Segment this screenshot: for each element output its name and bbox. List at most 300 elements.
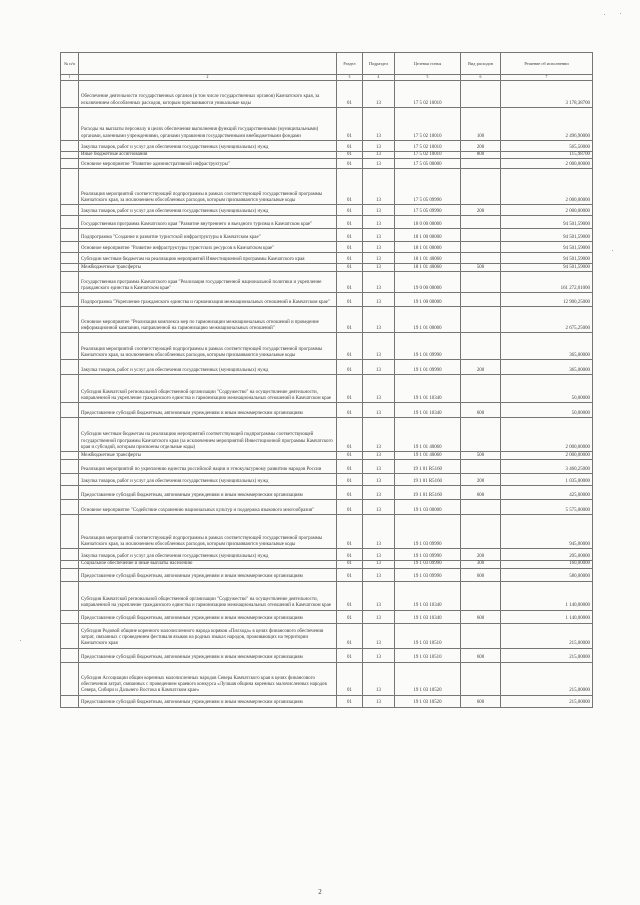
row-number [61, 205, 79, 216]
row-section: 01 [337, 152, 363, 159]
row-number [61, 460, 79, 474]
row-subsection: 13 [363, 253, 395, 264]
row-section: 01 [337, 205, 363, 216]
table-row [61, 695, 593, 707]
row-expense-type [461, 500, 501, 515]
row-name: Основное мероприятие "Развитие инфраструктуры туристских ресурсов в Камчатском крае" [79, 242, 337, 253]
row-number [61, 581, 79, 610]
row-subsection: 13 [363, 581, 395, 610]
table-row [61, 500, 593, 515]
row-section: 01 [337, 81, 363, 108]
row-amount: 215,00000 [501, 695, 593, 707]
row-section: 01 [337, 460, 363, 474]
row-target-article: 19 1 00 00000 [395, 293, 461, 307]
row-number [61, 169, 79, 205]
row-expense-type [461, 169, 501, 205]
row-target-article: 19 1 01 09990 [395, 333, 461, 360]
row-expense-type [461, 307, 501, 333]
header-name [79, 53, 337, 75]
row-section: 01 [337, 272, 363, 293]
row-subsection: 13 [363, 229, 395, 242]
row-section: 01 [337, 561, 363, 568]
row-amount: 3 178,38700 [501, 81, 593, 108]
row-amount: 12 900,25000 [501, 293, 593, 307]
row-number [61, 695, 79, 707]
row-section: 01 [337, 375, 363, 403]
row-expense-type [461, 229, 501, 242]
table-row [61, 648, 593, 662]
row-subsection: 13 [363, 264, 395, 272]
row-name: Реализация мероприятий по укреплению единства российской нации и этнокультурному развитию народов России [79, 460, 337, 474]
row-number [61, 229, 79, 242]
row-amount: 2 000,00000 [501, 418, 593, 452]
row-target-article: 19 1 01 R5160 [395, 460, 461, 474]
row-target-article: 19 1 03 10520 [395, 662, 461, 695]
row-target-article: 19 1 03 09990 [395, 549, 461, 561]
row-number [61, 307, 79, 333]
row-expense-type [461, 375, 501, 403]
row-amount: 565,50000 [501, 141, 593, 152]
row-number [61, 272, 79, 293]
row-expense-type: 200 [461, 549, 501, 561]
scan-speck [612, 250, 613, 251]
row-name: Субсидия Ассоциации общин коренных малочисленных народов Севера Камчатского края в целях финансового обеспечения затрат, связанных с проведением краевого конкурса «Лучшая община коренных малочисленных народов Севера, Сибири и Дальнего Востока в Камчатском крае» [79, 662, 337, 695]
row-subsection: 13 [363, 242, 395, 253]
row-number [61, 333, 79, 360]
row-name: Предоставление субсидий бюджетным, автономным учреждениям и иным некоммерческим организациям [79, 486, 337, 500]
row-amount: 425,00000 [501, 486, 593, 500]
row-amount: 215,00000 [501, 662, 593, 695]
row-number [61, 515, 79, 549]
row-amount: 1 140,00000 [501, 610, 593, 623]
row-amount: 50,00000 [501, 403, 593, 418]
row-name: Субсидия Камчатской региональной общественной организации "Содружество" на осуществление деятельности, направленной на укрепление гражданского единства и гармонизацию межнациональных отношений в Камчатском крае [79, 375, 337, 403]
table-row [61, 474, 593, 486]
row-section: 01 [337, 568, 363, 581]
table-row [61, 272, 593, 293]
row-section: 01 [337, 333, 363, 360]
header-section: Раздел [337, 53, 363, 75]
table-row [61, 568, 593, 581]
row-name: Предоставление субсидий бюджетным, автономным учреждениям и иным некоммерческим организациям [79, 403, 337, 418]
row-number [61, 662, 79, 695]
row-target-article: 19 1 01 40060 [395, 452, 461, 460]
header-amount: Решение об исполнении [501, 53, 593, 75]
row-number [61, 360, 79, 375]
row-target-article: 19 1 03 10510 [395, 648, 461, 662]
column-number: 1 [61, 75, 79, 81]
row-target-article: 19 1 03 09990 [395, 515, 461, 549]
row-section: 01 [337, 695, 363, 707]
row-target-article: 19 1 01 R5160 [395, 474, 461, 486]
row-subsection: 13 [363, 648, 395, 662]
row-section: 01 [337, 515, 363, 549]
row-number [61, 561, 79, 568]
row-subsection: 13 [363, 568, 395, 581]
row-number [61, 375, 79, 403]
header-subsection: Подраздел [363, 53, 395, 75]
row-amount: 50,00000 [501, 375, 593, 403]
row-amount: 2 000,00000 [501, 205, 593, 216]
row-subsection: 13 [363, 293, 395, 307]
row-name: Субсидии местным бюджетам на реализацию мероприятий соответствующей подпрограммы соответствующей государственной программы Камчатского края (за исключением мероприятий Инвестиционной программы Камчатского края и субсидий, которым присвоены отдельные коды) [79, 418, 337, 452]
row-number [61, 108, 79, 141]
row-amount: 580,00000 [501, 568, 593, 581]
row-expense-type [461, 159, 501, 169]
row-target-article: 17 5 05 09990 [395, 205, 461, 216]
row-expense-type [461, 253, 501, 264]
table-row [61, 216, 593, 229]
row-subsection: 13 [363, 152, 395, 159]
table-row [61, 81, 593, 108]
row-number [61, 293, 79, 307]
row-subsection: 13 [363, 549, 395, 561]
row-amount: 2 000,00000 [501, 169, 593, 205]
row-expense-type: 600 [461, 568, 501, 581]
row-amount: 2 000,00000 [501, 452, 593, 460]
scan-speck [620, 13, 621, 14]
row-name: Предоставление субсидий бюджетным, автономным учреждениям и иным некоммерческим организациям [79, 695, 337, 707]
row-name: Расходы на выплаты персоналу в целях обеспечения выполнения функций государственными (муниципальными) органами, казенными учреждениями, органами управления государственными внебюджетными фондами [79, 108, 337, 141]
row-expense-type: 200 [461, 205, 501, 216]
row-expense-type [461, 418, 501, 452]
row-target-article: 18 1 01 40060 [395, 253, 461, 264]
table-row [61, 460, 593, 474]
row-number [61, 152, 79, 159]
row-number [61, 568, 79, 581]
column-number: 3 [337, 75, 363, 81]
row-number [61, 264, 79, 272]
row-number [61, 141, 79, 152]
row-amount: 5 575,00000 [501, 500, 593, 515]
row-name: Основное мероприятие "Содействие сохранению национальных культур и поддержка языкового многообразия" [79, 500, 337, 515]
row-target-article: 19 1 01 40060 [395, 418, 461, 452]
row-target-article: 18 1 00 00000 [395, 229, 461, 242]
table-row [61, 264, 593, 272]
row-section: 01 [337, 403, 363, 418]
row-number [61, 500, 79, 515]
row-subsection: 13 [363, 515, 395, 549]
row-section: 01 [337, 159, 363, 169]
table-row [61, 253, 593, 264]
row-target-article: 19 0 00 00000 [395, 272, 461, 293]
row-section: 01 [337, 264, 363, 272]
row-expense-type [461, 333, 501, 360]
row-target-article: 18 1 01 40060 [395, 264, 461, 272]
row-name: Реализация мероприятий соответствующей подпрограммы в рамках соответствующей государственной программы Камчатского края, за исключением обособленных расходов, которым присваиваются уникальные коды [79, 333, 337, 360]
row-subsection: 13 [363, 418, 395, 452]
row-amount: 215,00000 [501, 648, 593, 662]
row-target-article: 17 5 02 10010 [395, 141, 461, 152]
table-row [61, 662, 593, 695]
row-expense-type: 100 [461, 108, 501, 141]
row-number [61, 242, 79, 253]
table-row [61, 375, 593, 403]
budget-table [60, 52, 593, 708]
table-row [61, 623, 593, 648]
table-header-row [61, 53, 593, 75]
row-expense-type [461, 581, 501, 610]
row-name: Основное мероприятие "Развитие административной инфраструктуры" [79, 159, 337, 169]
row-target-article: 19 1 03 09990 [395, 561, 461, 568]
row-name: Государственная программа Камчатского края "Развитие внутреннего и въездного туризма в Камчатском крае" [79, 216, 337, 229]
row-expense-type: 200 [461, 141, 501, 152]
row-subsection: 13 [363, 169, 395, 205]
row-target-article: 19 1 01 10340 [395, 375, 461, 403]
row-name: Субсидия Родовой общине коренного малочисленного народа коряков «Пилхода» в целях финансового обеспечения затрат, связанных с проведением фестиваля языков на родных языках народов, проживающих на территории Камчатского края [79, 623, 337, 648]
row-section: 01 [337, 229, 363, 242]
row-expense-type [461, 662, 501, 695]
row-name: Основное мероприятие "Реализация комплекса мер по гармонизации межнациональных отношений и проведение информационной кампании, направленной на гармонизацию межнациональных отношений" [79, 307, 337, 333]
table-row [61, 561, 593, 568]
row-section: 01 [337, 452, 363, 460]
scan-speck [604, 14, 605, 15]
table-row [61, 515, 593, 549]
row-amount: 161 272,01000 [501, 272, 593, 293]
row-amount: 2 496,90000 [501, 108, 593, 141]
row-name: Межбюджетные трансферты [79, 264, 337, 272]
row-name: Реализация мероприятий соответствующей подпрограммы в рамках соответствующей государственной программы Камчатского края, за исключением обособленных расходов, которым присваиваются уникальные коды [79, 515, 337, 549]
row-expense-type: 600 [461, 695, 501, 707]
row-name: Социальное обеспечение и иные выплаты населению [79, 561, 337, 568]
row-amount: 1 140,00000 [501, 581, 593, 610]
scan-speck [20, 640, 21, 641]
row-section: 01 [337, 108, 363, 141]
row-amount: 1 035,00000 [501, 474, 593, 486]
table-row [61, 549, 593, 561]
row-section: 01 [337, 549, 363, 561]
table-row [61, 169, 593, 205]
table-row [61, 486, 593, 500]
table-row [61, 293, 593, 307]
row-target-article: 19 1 03 10510 [395, 623, 461, 648]
row-number [61, 623, 79, 648]
row-subsection: 13 [363, 159, 395, 169]
row-section: 01 [337, 169, 363, 205]
row-amount: 365,00000 [501, 333, 593, 360]
row-number [61, 418, 79, 452]
row-amount: 2 675,25000 [501, 307, 593, 333]
table-row [61, 159, 593, 169]
row-name: Реализация мероприятий соответствующей подпрограммы в рамках соответствующей государственной программы Камчатского края, за исключением обособленных расходов, которым присваиваются уникальные коды [79, 169, 337, 205]
row-number [61, 253, 79, 264]
row-subsection: 13 [363, 307, 395, 333]
row-name: Субсидии местным бюджетам на реализацию мероприятий Инвестиционной программы Камчатского края [79, 253, 337, 264]
row-subsection: 13 [363, 375, 395, 403]
row-section: 01 [337, 581, 363, 610]
row-expense-type [461, 460, 501, 474]
row-target-article: 17 5 05 00000 [395, 159, 461, 169]
row-number [61, 474, 79, 486]
header-target-article: Целевая статья [395, 53, 461, 75]
row-expense-type [461, 515, 501, 549]
table-row [61, 360, 593, 375]
row-subsection: 13 [363, 81, 395, 108]
row-number [61, 648, 79, 662]
row-expense-type: 500 [461, 452, 501, 460]
row-section: 01 [337, 216, 363, 229]
row-target-article: 19 1 03 09990 [395, 568, 461, 581]
row-number [61, 216, 79, 229]
column-number: 5 [395, 75, 461, 81]
row-name: Закупка товаров, работ и услуг для обеспечения государственных (муниципальных) нужд [79, 360, 337, 375]
row-amount: 3 460,25000 [501, 460, 593, 474]
row-target-article: 19 1 01 09990 [395, 360, 461, 375]
page-number: 2 [318, 888, 322, 896]
column-number: 6 [461, 75, 501, 81]
row-section: 01 [337, 242, 363, 253]
row-target-article: 19 1 03 10340 [395, 581, 461, 610]
row-section: 01 [337, 474, 363, 486]
row-name: Государственная программа Камчатского края "Реализация государственной национальной политики и укрепление гражданского единства в Камчатском крае" [79, 272, 337, 293]
table-row [61, 205, 593, 216]
table-row [61, 242, 593, 253]
row-amount: 94 501,59000 [501, 253, 593, 264]
row-target-article: 19 1 03 10340 [395, 610, 461, 623]
row-target-article: 19 1 01 00000 [395, 307, 461, 333]
row-target-article: 17 5 05 09990 [395, 169, 461, 205]
row-expense-type [461, 81, 501, 108]
row-target-article: 17 5 02 10010 [395, 108, 461, 141]
row-name: Подпрограмма "Укрепление гражданского единства и гармонизация межнациональных отношений в Камчатском крае" [79, 293, 337, 307]
row-amount: 94 501,59000 [501, 229, 593, 242]
row-section: 01 [337, 418, 363, 452]
row-number [61, 452, 79, 460]
row-subsection: 13 [363, 500, 395, 515]
row-amount: 94 501,59000 [501, 216, 593, 229]
row-amount: 215,00000 [501, 623, 593, 648]
row-subsection: 13 [363, 205, 395, 216]
row-subsection: 13 [363, 216, 395, 229]
row-amount: 365,00000 [501, 360, 593, 375]
table-row [61, 452, 593, 460]
row-target-article: 19 1 03 10520 [395, 695, 461, 707]
row-subsection: 13 [363, 486, 395, 500]
row-section: 01 [337, 500, 363, 515]
table-row [61, 141, 593, 152]
row-target-article: 18 1 01 00000 [395, 242, 461, 253]
row-expense-type: 800 [461, 152, 501, 159]
row-name: Иные бюджетные ассигнования [79, 152, 337, 159]
row-name: Межбюджетные трансферты [79, 452, 337, 460]
row-section: 01 [337, 486, 363, 500]
row-amount: 205,00000 [501, 549, 593, 561]
row-subsection: 13 [363, 452, 395, 460]
row-amount: 2 000,00000 [501, 159, 593, 169]
row-target-article: 18 0 00 00000 [395, 216, 461, 229]
row-subsection: 13 [363, 695, 395, 707]
header-expense-type: Вид расходов [461, 53, 501, 75]
row-subsection: 13 [363, 474, 395, 486]
row-subsection: 13 [363, 561, 395, 568]
row-section: 01 [337, 610, 363, 623]
row-expense-type: 200 [461, 474, 501, 486]
row-expense-type: 600 [461, 648, 501, 662]
column-number: 4 [363, 75, 395, 81]
row-subsection: 13 [363, 403, 395, 418]
table-row [61, 307, 593, 333]
row-name: Закупка товаров, работ и услуг для обеспечения государственных (муниципальных) нужд [79, 141, 337, 152]
header-number: № п/п [61, 53, 79, 75]
row-section: 01 [337, 141, 363, 152]
row-name: Подпрограмма "Создание и развитие туристской инфраструктуры в Камчатском крае" [79, 229, 337, 242]
row-target-article: 19 1 01 R5160 [395, 486, 461, 500]
row-subsection: 13 [363, 141, 395, 152]
row-subsection: 13 [363, 623, 395, 648]
table-row [61, 403, 593, 418]
row-subsection: 13 [363, 460, 395, 474]
row-expense-type: 500 [461, 264, 501, 272]
row-amount: 94 501,59000 [501, 264, 593, 272]
row-expense-type [461, 293, 501, 307]
row-subsection: 13 [363, 108, 395, 141]
row-target-article: 17 5 02 10010 [395, 81, 461, 108]
row-amount: 94 501,59000 [501, 242, 593, 253]
row-expense-type: 300 [461, 561, 501, 568]
row-expense-type [461, 272, 501, 293]
row-section: 01 [337, 360, 363, 375]
table-row [61, 152, 593, 159]
row-section: 01 [337, 293, 363, 307]
row-expense-type [461, 216, 501, 229]
row-expense-type: 600 [461, 486, 501, 500]
column-number: 7 [501, 75, 593, 81]
row-section: 01 [337, 253, 363, 264]
row-expense-type: 600 [461, 610, 501, 623]
row-expense-type: 600 [461, 403, 501, 418]
row-number [61, 486, 79, 500]
row-number [61, 159, 79, 169]
table-row [61, 581, 593, 610]
row-number [61, 81, 79, 108]
row-name: Предоставление субсидий бюджетным, автономным учреждениям и иным некоммерческим организациям [79, 610, 337, 623]
row-number [61, 610, 79, 623]
row-subsection: 13 [363, 272, 395, 293]
row-section: 01 [337, 662, 363, 695]
table-row [61, 108, 593, 141]
row-subsection: 13 [363, 360, 395, 375]
row-name: Закупка товаров, работ и услуг для обеспечения государственных (муниципальных) нужд [79, 549, 337, 561]
row-target-article: 19 1 01 10340 [395, 403, 461, 418]
row-amount: 115,98700 [501, 152, 593, 159]
row-target-article: 17 5 02 10010 [395, 152, 461, 159]
row-expense-type [461, 623, 501, 648]
row-subsection: 13 [363, 333, 395, 360]
row-number [61, 403, 79, 418]
table-row [61, 418, 593, 452]
row-amount: 160,00000 [501, 561, 593, 568]
row-expense-type [461, 242, 501, 253]
row-subsection: 13 [363, 610, 395, 623]
row-name: Предоставление субсидий бюджетным, автономным учреждениям и иным некоммерческим организациям [79, 648, 337, 662]
row-name: Предоставление субсидий бюджетным, автономным учреждениям и иным некоммерческим организациям [79, 568, 337, 581]
row-name: Субсидия Камчатской региональной общественной организации "Содружество" на осуществление деятельности, направленной на укрепление гражданского единства и гармонизацию межнациональных отношений в Камчатском крае [79, 581, 337, 610]
row-expense-type: 200 [461, 360, 501, 375]
table-row [61, 610, 593, 623]
table-row [61, 333, 593, 360]
row-target-article: 19 1 03 00000 [395, 500, 461, 515]
row-subsection: 13 [363, 662, 395, 695]
column-number: 2 [79, 75, 337, 81]
table-row [61, 229, 593, 242]
row-section: 01 [337, 648, 363, 662]
row-name: Обеспечение деятельности государственных органов (в том числе государственных органов) Камчатского края, за исключением обособленных расходов, которым присваиваются уникальные коды [79, 81, 337, 108]
row-section: 01 [337, 623, 363, 648]
row-name: Закупка товаров, работ и услуг для обеспечения государственных (муниципальных) нужд [79, 474, 337, 486]
row-amount: 945,00000 [501, 515, 593, 549]
row-number [61, 549, 79, 561]
row-section: 01 [337, 307, 363, 333]
